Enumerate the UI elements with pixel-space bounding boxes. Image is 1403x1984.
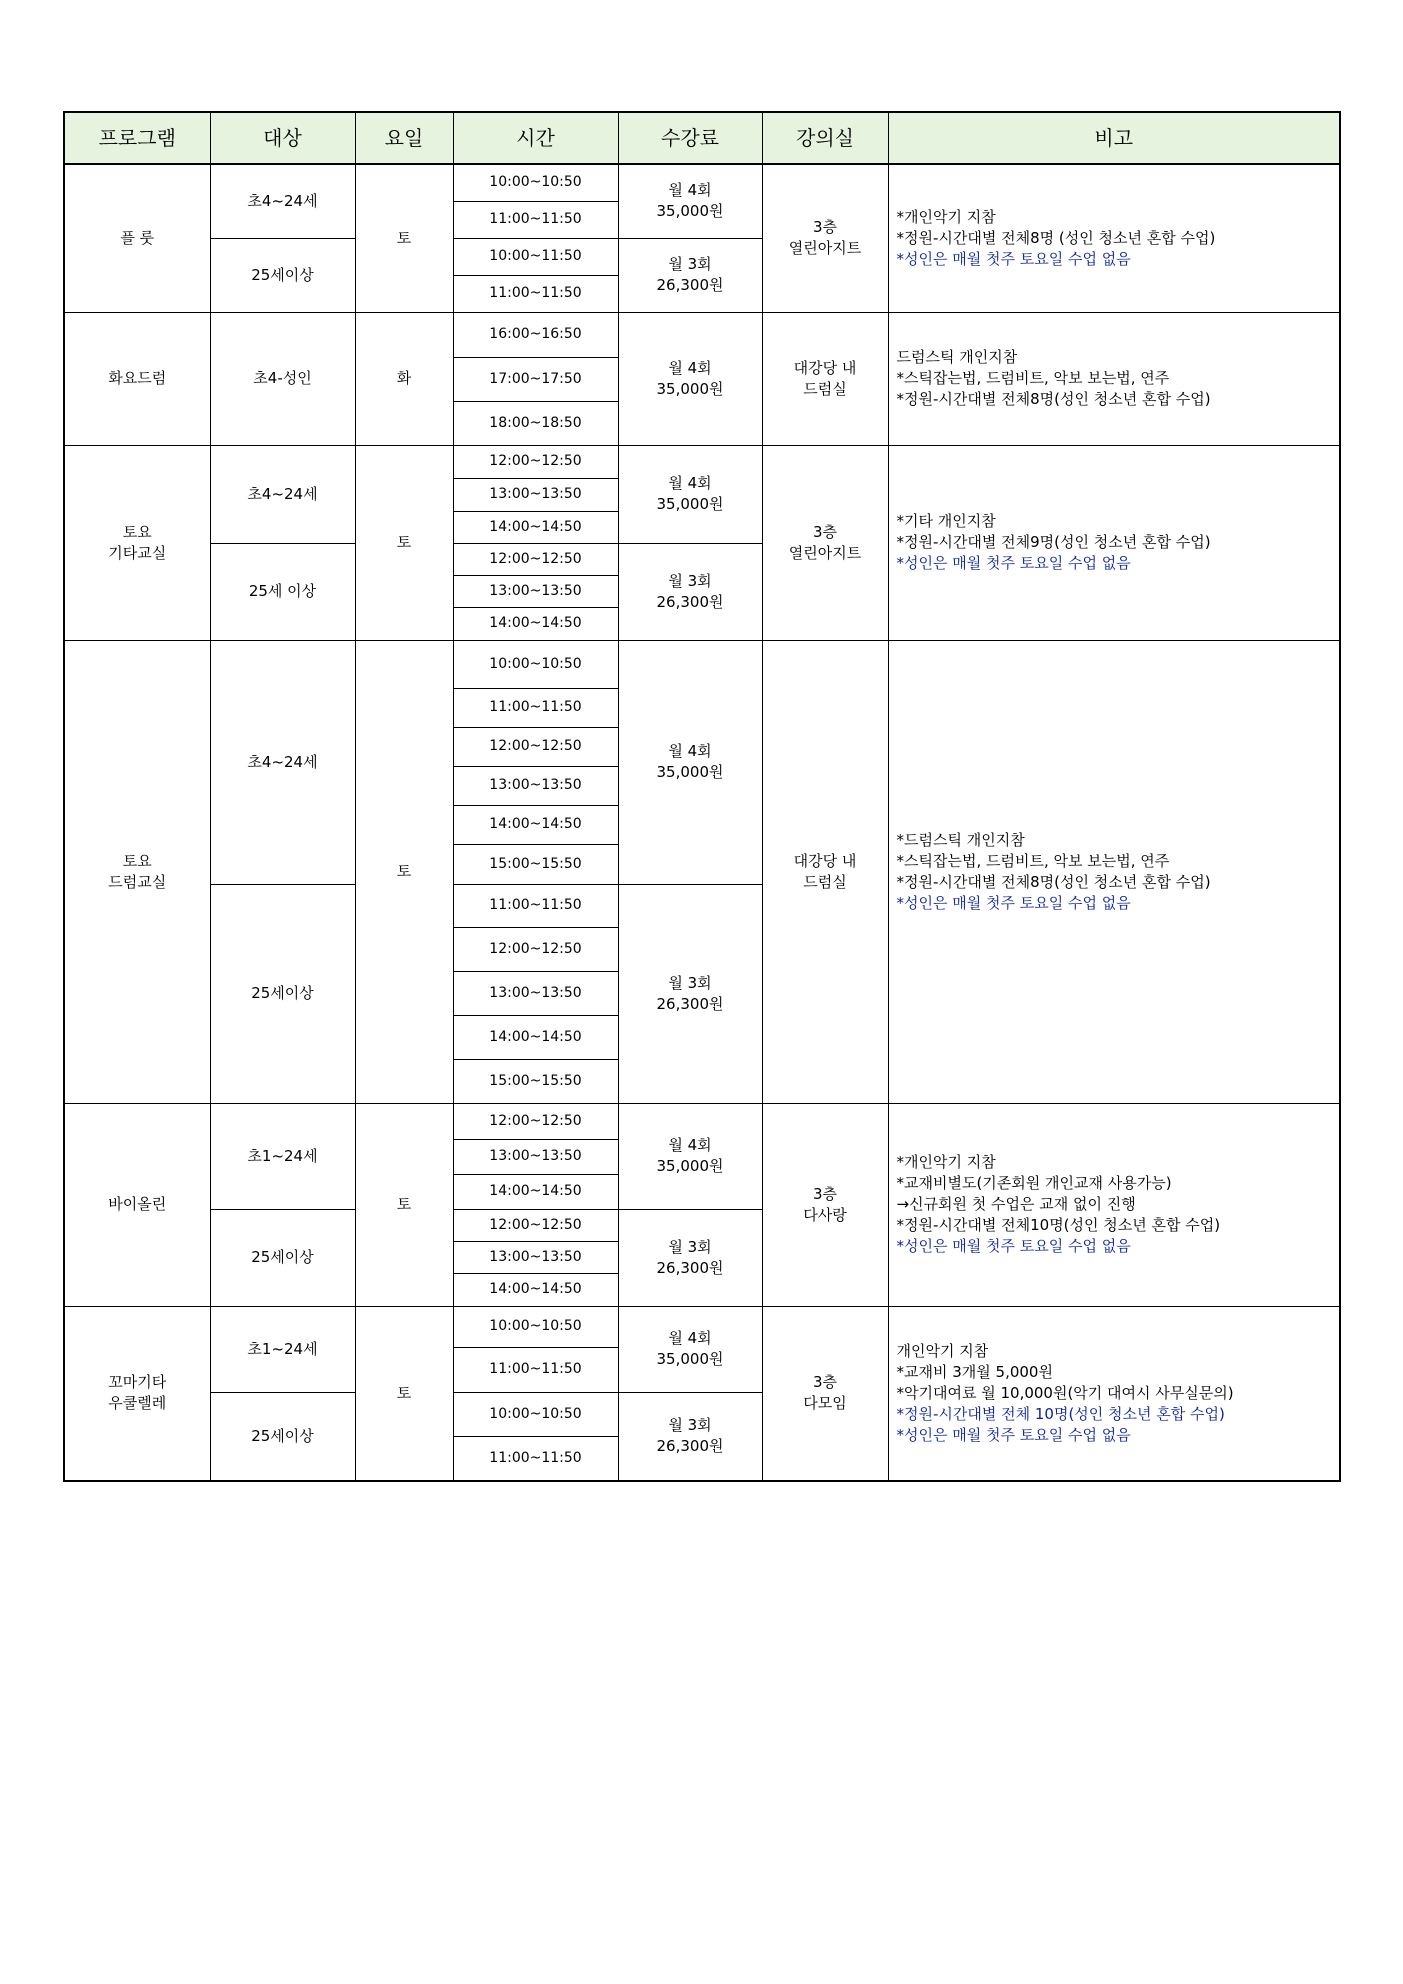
- target-cell: 초1~24세: [210, 1103, 355, 1209]
- target-cell: 25세이상: [210, 238, 355, 312]
- program-name: 꼬마기타 우쿨렐레: [64, 1306, 210, 1481]
- time-cell: 10:00~10:50: [453, 1392, 618, 1436]
- fee-cell: 월 4회 35,000원: [618, 312, 762, 445]
- day-cell: 토: [355, 640, 453, 1103]
- target-cell: 초4~24세: [210, 445, 355, 543]
- time-cell: 14:00~14:50: [453, 511, 618, 543]
- program-schedule-table: [63, 111, 1341, 1482]
- room-cell: 3층 다사랑: [762, 1103, 888, 1306]
- fee-cell: 월 3회 26,300원: [618, 1209, 762, 1306]
- header-target: 대상: [210, 112, 355, 164]
- time-cell: 10:00~11:50: [453, 238, 618, 275]
- time-cell: 12:00~12:50: [453, 445, 618, 478]
- fee-cell: 월 4회 35,000원: [618, 640, 762, 884]
- fee-cell: 월 4회 35,000원: [618, 1103, 762, 1209]
- time-cell: 11:00~11:50: [453, 275, 618, 312]
- day-cell: 토: [355, 445, 453, 640]
- time-cell: 11:00~11:50: [453, 1347, 618, 1392]
- day-cell: 화: [355, 312, 453, 445]
- table-row: [64, 1306, 1340, 1347]
- day-cell: 토: [355, 164, 453, 312]
- notes-cell: *드럼스틱 개인지참 *스틱잡는법, 드럼비트, 악보 보는법, 연주 *정원-시간대별 전체8명(성인 청소년 혼합 수업) *성인은 매월 첫주 토요일 수업 없음: [888, 640, 1340, 1103]
- time-cell: 10:00~10:50: [453, 164, 618, 201]
- time-cell: 14:00~14:50: [453, 805, 618, 844]
- target-cell: 초4-성인: [210, 312, 355, 445]
- fee-cell: 월 3회 26,300원: [618, 1392, 762, 1481]
- header-fee: 수강료: [618, 112, 762, 164]
- target-cell: 초1~24세: [210, 1306, 355, 1392]
- time-cell: 13:00~13:50: [453, 478, 618, 511]
- time-cell: 11:00~11:50: [453, 201, 618, 238]
- table-row: [64, 312, 1340, 357]
- program-name: 토요 드럼교실: [64, 640, 210, 1103]
- table-header-row: [64, 112, 1340, 164]
- time-cell: 12:00~12:50: [453, 727, 618, 766]
- time-cell: 14:00~14:50: [453, 1273, 618, 1306]
- notes-cell: *기타 개인지참 *정원-시간대별 전체9명(성인 청소년 혼합 수업) *성인은 매월 첫주 토요일 수업 없음: [888, 445, 1340, 640]
- target-cell: 초4~24세: [210, 164, 355, 238]
- time-cell: 11:00~11:50: [453, 1436, 618, 1481]
- fee-cell: 월 4회 35,000원: [618, 164, 762, 238]
- room-cell: 대강당 내 드럼실: [762, 640, 888, 1103]
- time-cell: 13:00~13:50: [453, 971, 618, 1015]
- time-cell: 11:00~11:50: [453, 688, 618, 727]
- fee-cell: 월 3회 26,300원: [618, 238, 762, 312]
- day-cell: 토: [355, 1306, 453, 1481]
- day-cell: 토: [355, 1103, 453, 1306]
- target-cell: 25세이상: [210, 1392, 355, 1481]
- header-time: 시간: [453, 112, 618, 164]
- time-cell: 15:00~15:50: [453, 1059, 618, 1103]
- target-cell: 초4~24세: [210, 640, 355, 884]
- notes-cell: 드럼스틱 개인지참 *스틱잡는법, 드럼비트, 악보 보는법, 연주 *정원-시간대별 전체8명(성인 청소년 혼합 수업): [888, 312, 1340, 445]
- time-cell: 15:00~15:50: [453, 844, 618, 884]
- room-cell: 3층 다모임: [762, 1306, 888, 1481]
- table-row: [64, 164, 1340, 201]
- table-row: [64, 640, 1340, 688]
- time-cell: 14:00~14:50: [453, 1015, 618, 1059]
- program-name: 토요 기타교실: [64, 445, 210, 640]
- notes-cell: *개인악기 지참 *교재비별도(기존회원 개인교재 사용가능) →신규회원 첫 수업은 교재 없이 진행 *정원-시간대별 전체10명(성인 청소년 혼합 수업) *성인은 매월 첫주 토요일 수업 없음: [888, 1103, 1340, 1306]
- header-day: 요일: [355, 112, 453, 164]
- header-room: 강의실: [762, 112, 888, 164]
- target-cell: 25세 이상: [210, 543, 355, 640]
- target-cell: 25세이상: [210, 1209, 355, 1306]
- header-program: 프로그램: [64, 112, 210, 164]
- header-notes: 비고: [888, 112, 1340, 164]
- time-cell: 11:00~11:50: [453, 884, 618, 927]
- time-cell: 10:00~10:50: [453, 640, 618, 688]
- time-cell: 13:00~13:50: [453, 575, 618, 607]
- time-cell: 13:00~13:50: [453, 766, 618, 805]
- notes-cell: 개인악기 지참 *교재비 3개월 5,000원 *악기대여료 월 10,000원(악기 대여시 사무실문의) *정원-시간대별 전체 10명(성인 청소년 혼합 수업) *성인은 매월 첫주 토요일 수업 없음: [888, 1306, 1340, 1481]
- room-cell: 대강당 내 드럼실: [762, 312, 888, 445]
- time-cell: 10:00~10:50: [453, 1306, 618, 1347]
- time-cell: 12:00~12:50: [453, 1209, 618, 1241]
- time-cell: 13:00~13:50: [453, 1241, 618, 1273]
- program-name: 화요드럼: [64, 312, 210, 445]
- room-cell: 3층 열린아지트: [762, 164, 888, 312]
- target-cell: 25세이상: [210, 884, 355, 1103]
- table-row: [64, 1103, 1340, 1139]
- time-cell: 14:00~14:50: [453, 607, 618, 640]
- time-cell: 12:00~12:50: [453, 1103, 618, 1139]
- program-name: 플 룻: [64, 164, 210, 312]
- time-cell: 16:00~16:50: [453, 312, 618, 357]
- time-cell: 17:00~17:50: [453, 357, 618, 401]
- notes-cell: *개인악기 지참 *정원-시간대별 전체8명 (성인 청소년 혼합 수업) *성인은 매월 첫주 토요일 수업 없음: [888, 164, 1340, 312]
- fee-cell: 월 3회 26,300원: [618, 543, 762, 640]
- program-name: 바이올린: [64, 1103, 210, 1306]
- fee-cell: 월 3회 26,300원: [618, 884, 762, 1103]
- time-cell: 18:00~18:50: [453, 401, 618, 445]
- fee-cell: 월 4회 35,000원: [618, 445, 762, 543]
- time-cell: 13:00~13:50: [453, 1139, 618, 1174]
- room-cell: 3층 열린아지트: [762, 445, 888, 640]
- time-cell: 12:00~12:50: [453, 543, 618, 575]
- fee-cell: 월 4회 35,000원: [618, 1306, 762, 1392]
- table-row: [64, 445, 1340, 478]
- time-cell: 12:00~12:50: [453, 927, 618, 971]
- time-cell: 14:00~14:50: [453, 1174, 618, 1209]
